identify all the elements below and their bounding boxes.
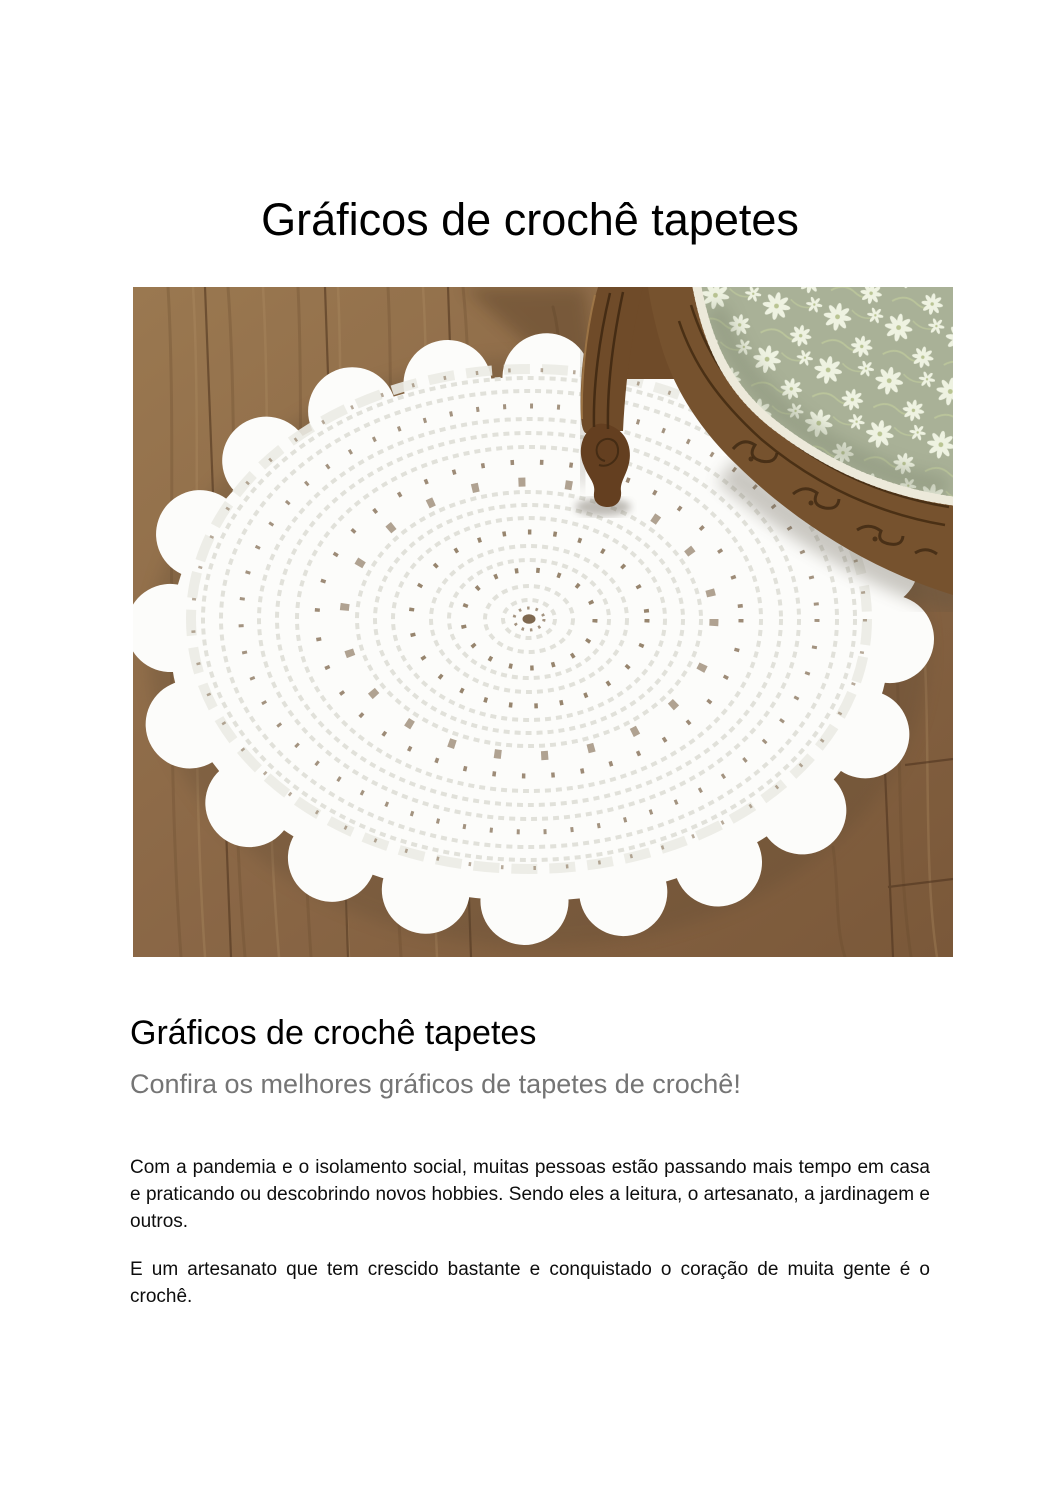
section-heading: Gráficos de crochê tapetes: [130, 1014, 537, 1052]
document-title: Gráficos de crochê tapetes: [261, 194, 799, 245]
paragraph-1: Com a pandemia e o isolamento social, muitas pessoas estão passando mais tempo em casa e praticando ou descobrindo novos hobbies. Sendo eles a leitura, o artesanato, a jardinagem e outros.: [130, 1157, 930, 1232]
section-subtitle: Confira os melhores gráficos de tapetes de crochê!: [130, 1069, 741, 1099]
paragraph-2: E um artesanato que tem crescido bastante e conquistado o coração de muita gente é o crochê.: [130, 1259, 930, 1307]
rug-photo: [133, 287, 953, 957]
rug-photo-illustration: [133, 287, 953, 957]
